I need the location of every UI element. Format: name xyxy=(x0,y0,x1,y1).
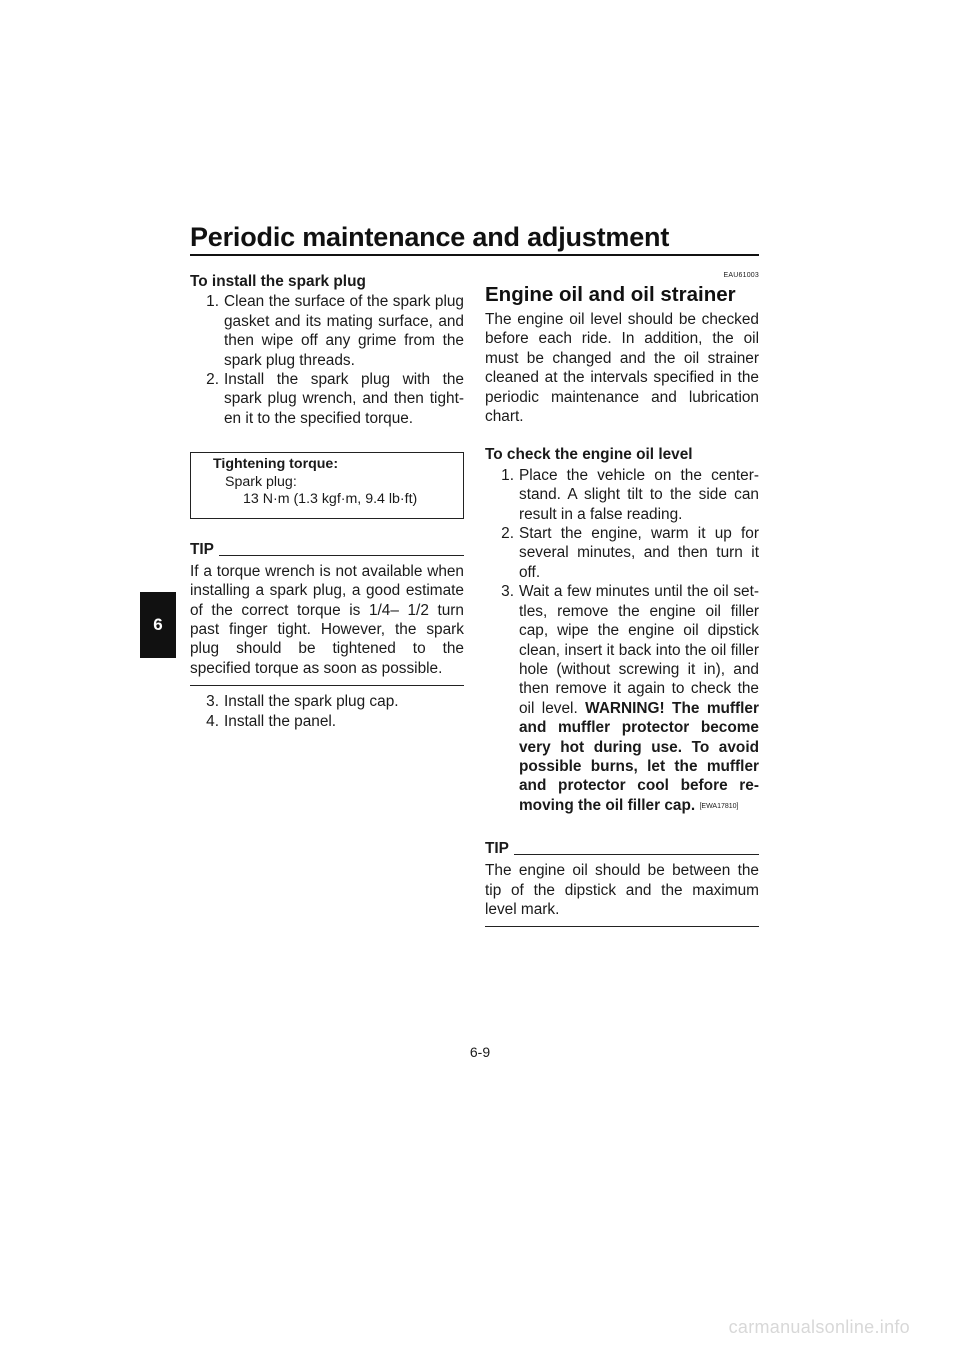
step-text: Install the spark plug cap. xyxy=(224,693,399,711)
step-number: 2. xyxy=(206,371,219,389)
list-item xyxy=(190,292,464,370)
step-text: Install the spark plug with the spark plug wrench, and then tighten it to the specified torque. xyxy=(224,371,464,427)
torque-box xyxy=(190,452,464,519)
chapter-tab: 6 xyxy=(140,592,176,658)
step-3-text: Wait a few minutes until the oil settles, remove the engine oil filler cap, wipe the engine oil dipstick clean, insert it back into the oil filler hole (without screwing it in), and then remove it again to check the oil level. xyxy=(519,583,759,717)
tip-label: TIP xyxy=(190,540,214,558)
step-number: 1. xyxy=(206,293,219,311)
step-number: 4. xyxy=(206,712,219,730)
tip-text: If a torque wrench is not available when installing a spark plug, a good estimate of the correct torque is 1/4– 1/2 turn past finger tight. However, the spark plug should be tightened to the specified torque as soon as possible. xyxy=(190,562,464,677)
list-item xyxy=(190,370,464,428)
step-text: Clean the surface of the spark plug gasket and its mating surface, and then wipe off any grime from the spark plug threads. xyxy=(224,293,464,369)
step-text: Place the vehicle on the centerstand. A slight tilt to the side can result in a false reading. xyxy=(519,466,759,523)
step-number: 1. xyxy=(501,466,514,484)
step-number: 2. xyxy=(501,525,514,543)
tip-header xyxy=(485,840,759,857)
install-heading: To install the spark plug xyxy=(190,273,366,290)
left-column xyxy=(190,272,464,731)
section-code: EAU61003 xyxy=(723,272,759,279)
tip-header xyxy=(190,541,464,558)
right-column xyxy=(485,272,759,927)
section-title: Engine oil and oil strainer xyxy=(485,283,736,306)
torque-value: 13 N·m (1.3 kgf·m, 9.4 lb·ft) xyxy=(243,491,418,508)
step-text: Start the engine, warm it up for several minutes, and then turn it off. xyxy=(519,525,759,581)
step-text xyxy=(519,582,759,818)
tip-rule xyxy=(219,555,464,556)
list-item xyxy=(485,466,759,524)
warning-code: [EWA17810] xyxy=(699,802,739,810)
tip-end-rule xyxy=(485,926,759,927)
tip-text: The engine oil should be between the tip of the dipstick and the maximum level mark. xyxy=(485,862,759,918)
page-number: 6-9 xyxy=(469,1044,491,1060)
list-item xyxy=(190,692,464,711)
tip-label: TIP xyxy=(485,840,509,858)
header-rule xyxy=(190,254,759,256)
list-item xyxy=(485,524,759,582)
list-item xyxy=(485,582,759,818)
step-text: Install the panel. xyxy=(224,712,337,730)
torque-item: Spark plug: xyxy=(225,473,297,490)
page-title: Periodic maintenance and adjustment xyxy=(190,222,670,252)
list-item xyxy=(190,712,464,731)
tip-rule xyxy=(514,854,759,855)
intro-paragraph: The engine oil level should be checked before each ride. In addition, the oil must be changed and the oil strainer cleaned at the intervals specified in the periodic maintenance and lubrication chart. xyxy=(485,311,759,426)
torque-label: Tightening torque: xyxy=(213,456,339,473)
step-number: 3. xyxy=(501,583,514,601)
check-heading: To check the engine oil level xyxy=(485,446,693,464)
step-number: 3. xyxy=(206,693,219,711)
watermark: carmanualsonline.info xyxy=(728,1317,910,1337)
warning-text: WARNING! The muffler and muffler protector become very hot during use. To avoid possible burns, let the muffler and protector cool before removing the oil filler cap. xyxy=(519,699,759,814)
